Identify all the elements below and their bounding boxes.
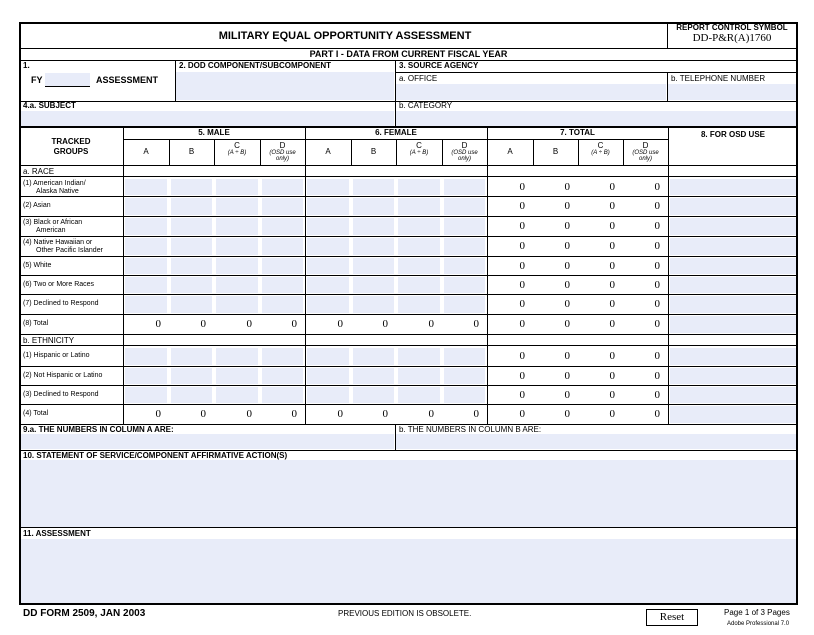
cell-value: 0 (654, 259, 660, 272)
cell-value: 0 (654, 240, 660, 252)
cell-value: 0 (155, 408, 161, 420)
cell-value: 0 (654, 369, 660, 382)
count-input[interactable] (398, 368, 440, 384)
assessment-input[interactable] (21, 539, 796, 603)
count-input[interactable] (216, 387, 258, 403)
count-input[interactable] (307, 238, 349, 255)
count-input[interactable] (353, 387, 394, 403)
count-input[interactable] (353, 238, 394, 255)
table-row-label: (2) Asian (23, 202, 51, 209)
count-input[interactable] (262, 348, 303, 365)
cell-value: 0 (609, 369, 615, 382)
cell-value: 0 (654, 180, 660, 193)
cell-value: 0 (291, 408, 297, 420)
column-header-male-a: A (143, 147, 149, 156)
cell-value: 0 (428, 408, 434, 420)
cell-value: 0 (609, 200, 615, 212)
cell-value: 0 (654, 318, 660, 330)
osd-use-input[interactable] (670, 258, 796, 274)
count-input[interactable] (216, 368, 258, 384)
column-header-female-a: A (325, 147, 331, 156)
count-input[interactable] (171, 387, 212, 403)
cell-value: 0 (519, 180, 525, 193)
cell-value: 0 (155, 318, 161, 330)
dod-component-input[interactable] (176, 72, 394, 100)
cell-value: 0 (519, 318, 525, 330)
cell-value: 0 (519, 388, 525, 401)
count-input[interactable] (307, 258, 349, 274)
column-header-male-b: B (188, 147, 195, 156)
column-header-male-c: C (A ÷ B) (227, 141, 247, 156)
osd-use-input[interactable] (670, 406, 796, 423)
cell-value: 0 (654, 220, 660, 232)
cell-value: 0 (609, 388, 615, 401)
count-input[interactable] (398, 387, 440, 403)
count-input[interactable] (444, 348, 485, 365)
cell-value: 0 (473, 408, 479, 420)
cell-value: 0 (609, 220, 615, 232)
count-input[interactable] (216, 198, 258, 215)
cell-value: 0 (246, 408, 252, 420)
count-input[interactable] (353, 348, 394, 365)
cell-value: 0 (564, 318, 570, 330)
fy-input[interactable] (45, 73, 90, 87)
osd-use-input[interactable] (670, 218, 796, 235)
cell-value: 0 (564, 350, 570, 362)
osd-use-input[interactable] (670, 348, 796, 365)
count-input[interactable] (171, 198, 212, 215)
assessment-label: ASSESSMENT (96, 75, 159, 85)
table-row-label: (4) Total (23, 410, 49, 417)
count-input[interactable] (125, 198, 167, 215)
count-input[interactable] (398, 348, 440, 365)
cell-value: 0 (564, 388, 570, 401)
statement-input[interactable] (21, 460, 796, 527)
count-input[interactable] (171, 179, 212, 195)
count-input[interactable] (125, 238, 167, 255)
cell-value: 0 (609, 259, 615, 272)
count-input[interactable] (398, 198, 440, 215)
count-input[interactable] (444, 296, 485, 313)
osd-use-input[interactable] (670, 198, 796, 215)
cell-value: 0 (519, 369, 525, 382)
office-input[interactable] (396, 84, 666, 100)
ethnicity-section-header: b. ETHNICITY (23, 336, 75, 345)
count-input[interactable] (307, 277, 349, 293)
count-input[interactable] (125, 277, 167, 293)
count-input[interactable] (216, 277, 258, 293)
cell-value: 0 (519, 220, 525, 232)
cell-value: 0 (337, 318, 343, 330)
count-input[interactable] (262, 296, 303, 313)
count-input[interactable] (353, 258, 394, 274)
cell-value: 0 (200, 408, 206, 420)
cell-value: 0 (654, 350, 660, 362)
table-row-label: (6) Two or More Races (23, 280, 95, 288)
count-input[interactable] (398, 179, 440, 195)
cell-value: 0 (519, 408, 525, 420)
count-input[interactable] (125, 368, 167, 384)
category-input[interactable] (396, 111, 796, 126)
table-row-label: (7) Declined to Respond (23, 300, 99, 307)
count-input[interactable] (262, 277, 303, 293)
count-input[interactable] (353, 179, 394, 195)
cell-value: 0 (564, 259, 570, 272)
count-input[interactable] (262, 258, 303, 274)
count-input[interactable] (171, 348, 212, 365)
count-input[interactable] (171, 238, 212, 255)
cell-value: 0 (609, 408, 615, 420)
fy-label: FY (31, 75, 43, 85)
count-input[interactable] (216, 238, 258, 255)
cell-value: 0 (382, 318, 388, 330)
rcs-label: REPORT CONTROL SYMBOL (676, 23, 788, 32)
cell-value: 0 (654, 388, 660, 401)
column-header-total-c: C (A ÷ B) (591, 141, 610, 156)
cell-value: 0 (519, 350, 525, 362)
count-input[interactable] (398, 296, 440, 313)
count-input[interactable] (216, 296, 258, 313)
count-input[interactable] (262, 368, 303, 384)
form-number: DD FORM 2509, JAN 2003 (23, 608, 146, 619)
column-header-female-b: B (370, 147, 377, 156)
count-input[interactable] (444, 258, 485, 274)
form-title: MILITARY EQUAL OPPORTUNITY ASSESSMENT (218, 30, 472, 42)
adobe-note: Adobe Professional 7.0 (727, 621, 790, 627)
count-input[interactable] (125, 296, 167, 313)
column-header-female-d: D (OSD use only) (451, 141, 478, 162)
reset-button[interactable]: Reset (646, 609, 698, 626)
cell-value: 0 (564, 200, 570, 212)
count-input[interactable] (307, 296, 349, 313)
count-input[interactable] (262, 387, 303, 403)
column-header-total-b: B (552, 147, 559, 156)
count-input[interactable] (307, 348, 349, 365)
count-input[interactable] (444, 198, 485, 215)
cell-value: 0 (564, 220, 570, 232)
cell-value: 0 (519, 259, 525, 272)
count-input[interactable] (353, 277, 394, 293)
count-input[interactable] (125, 348, 167, 365)
count-input[interactable] (216, 218, 258, 235)
count-input[interactable] (307, 198, 349, 215)
cell-value: 0 (654, 408, 660, 420)
page-number: Page 1 of 3 Pages (724, 608, 790, 617)
telephone-input[interactable] (668, 84, 796, 100)
column-header-female-c: C (A ÷ B) (409, 141, 429, 156)
tracked-groups-label: TRACKED GROUPS (51, 137, 91, 156)
cell-value: 0 (337, 408, 343, 420)
count-input[interactable] (171, 296, 212, 313)
table-row-label: (3) Declined to Respond (23, 390, 99, 398)
table-row-label: (4) Native Hawaiian or Other Pacific Islander (23, 239, 103, 254)
count-input[interactable] (262, 198, 303, 215)
count-input[interactable] (125, 218, 167, 235)
table-row-label: (2) Not Hispanic or Latino (23, 371, 103, 379)
cell-value: 0 (564, 408, 570, 420)
count-input[interactable] (353, 296, 394, 313)
count-input[interactable] (353, 198, 394, 215)
count-input[interactable] (444, 387, 485, 403)
count-input[interactable] (398, 277, 440, 293)
cell-value: 0 (519, 278, 525, 291)
cell-value: 0 (609, 318, 615, 330)
count-input[interactable] (353, 368, 394, 384)
cell-value: 0 (291, 318, 297, 330)
osd-use-input[interactable] (670, 296, 796, 313)
cell-value: 0 (564, 369, 570, 382)
table-row-label: (1) American Indian/ Alaska Native (23, 180, 86, 195)
cell-value: 0 (654, 298, 660, 310)
count-input[interactable] (307, 218, 349, 235)
count-input[interactable] (307, 387, 349, 403)
osd-use-input[interactable] (670, 179, 796, 195)
table-row-label: (8) Total (23, 320, 49, 327)
column-header-male-d: D (OSD use only) (269, 141, 296, 162)
count-input[interactable] (262, 218, 303, 235)
osd-use-input[interactable] (670, 368, 796, 384)
count-input[interactable] (125, 258, 167, 274)
cell-value: 0 (428, 318, 434, 330)
count-input[interactable] (262, 179, 303, 195)
cell-value: 0 (609, 278, 615, 291)
table-row-label: (1) Hispanic or Latino (23, 352, 90, 359)
count-input[interactable] (216, 258, 258, 274)
osd-use-input[interactable] (670, 316, 796, 333)
cell-value: 0 (654, 278, 660, 291)
osd-use-input[interactable] (670, 387, 796, 403)
cell-value: 0 (519, 200, 525, 212)
count-input[interactable] (171, 218, 212, 235)
osd-use-input[interactable] (670, 277, 796, 293)
count-input[interactable] (398, 218, 440, 235)
count-input[interactable] (125, 387, 167, 403)
count-input[interactable] (262, 238, 303, 255)
count-input[interactable] (125, 179, 167, 195)
cell-value: 0 (473, 318, 479, 330)
count-input[interactable] (307, 179, 349, 195)
obsolete-note: PREVIOUS EDITION IS OBSOLETE. (338, 609, 472, 618)
count-input[interactable] (444, 368, 485, 384)
cell-value: 0 (564, 278, 570, 291)
count-input[interactable] (444, 238, 485, 255)
count-input[interactable] (216, 348, 258, 365)
count-input[interactable] (444, 277, 485, 293)
cell-value: 0 (609, 240, 615, 252)
cell-value: 0 (609, 350, 615, 362)
subject-input[interactable] (21, 111, 394, 126)
cell-value: 0 (200, 318, 206, 330)
count-input[interactable] (398, 238, 440, 255)
count-input[interactable] (307, 368, 349, 384)
cell-value: 0 (564, 180, 570, 193)
count-input[interactable] (171, 277, 212, 293)
osd-use-input[interactable] (670, 238, 796, 255)
count-input[interactable] (216, 179, 258, 195)
part-title: PART I - DATA FROM CURRENT FISCAL YEAR (309, 49, 508, 59)
count-input[interactable] (444, 218, 485, 235)
cell-value: 0 (246, 318, 252, 330)
count-input[interactable] (171, 258, 212, 274)
cell-value: 0 (564, 298, 570, 310)
cell-value: 0 (609, 298, 615, 310)
cell-value: 0 (519, 298, 525, 310)
column-a-input[interactable] (21, 434, 394, 449)
rcs-value: DD-P&R(A)1760 (692, 32, 772, 44)
cell-value: 0 (654, 200, 660, 212)
count-input[interactable] (353, 218, 394, 235)
cell-value: 0 (564, 240, 570, 252)
table-row-label: (3) Black or African American (23, 219, 83, 234)
table-row-label: (5) White (23, 261, 52, 269)
column-header-total-a: A (507, 147, 513, 156)
cell-value: 0 (519, 240, 525, 252)
race-section-header: a. RACE (23, 167, 55, 176)
column-b-input[interactable] (396, 434, 796, 449)
count-input[interactable] (444, 179, 485, 195)
column-header-total-d: D (OSD use only) (632, 141, 659, 162)
cell-value: 0 (609, 180, 615, 193)
count-input[interactable] (398, 258, 440, 274)
count-input[interactable] (171, 368, 212, 384)
cell-value: 0 (382, 408, 388, 420)
